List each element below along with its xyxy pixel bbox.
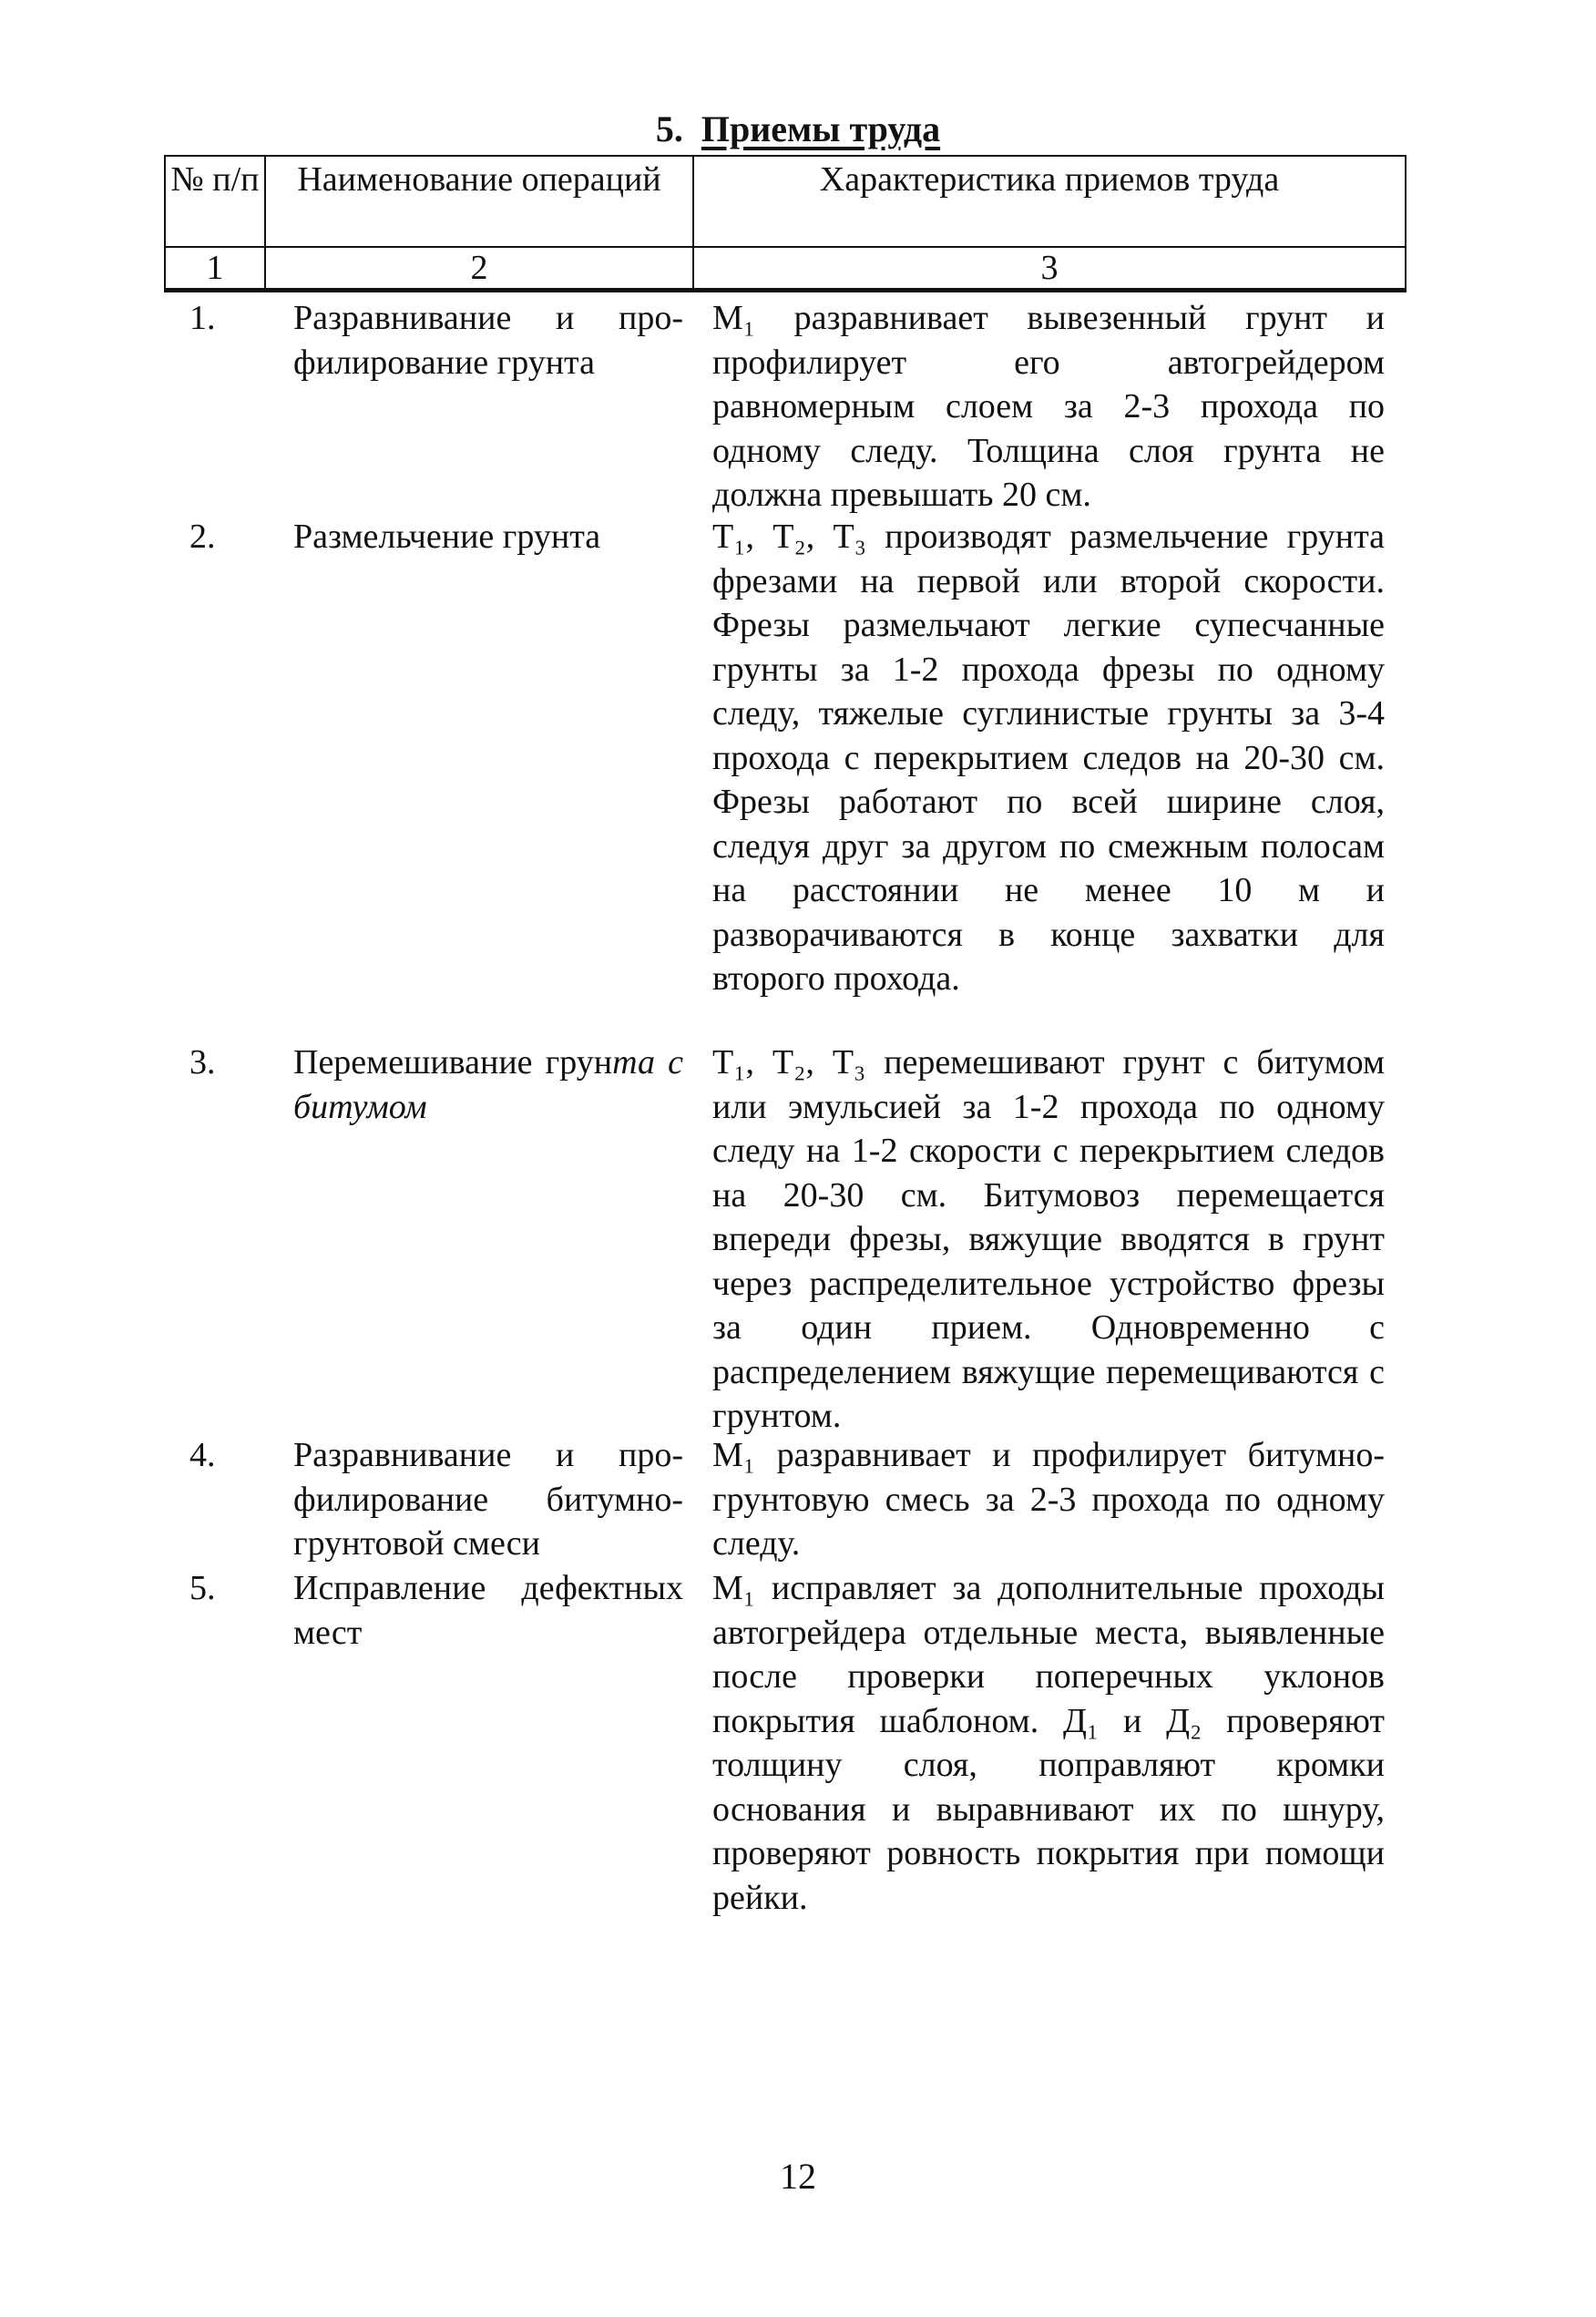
table-row [164, 1041, 1405, 1433]
header-desc: Характеристика приемов труда [693, 156, 1406, 247]
row-number: 4. [189, 1436, 216, 1474]
column-number: 3 [693, 247, 1406, 291]
operation-description: Т₁, Т₂, Т₃ производят размельчение грунта фрезами на первой или второй скорости. Фрезы размельчают легкие супесчанные грунты за 1-2 прохода фрезы по одному следу, тяжелые суглинистые грунты за 3-4 прохода с перекрытием следов на 20-30 см. Фрезы работают по всей ширине слоя, следуя друг за другом по смежным полосам на расстоянии не менее 10 м и разворачиваются в конце захватки для второго прохода. [712, 518, 1385, 998]
operation-name: Разравнивание и профилирование грунта [293, 299, 683, 382]
row-number: 3. [189, 1043, 216, 1082]
header-num: № п/п [165, 156, 265, 247]
operation-description: Т₁, Т₂, Т₃ перемешивают грунт с битумом или эмульсией за 1-2 прохода по одному следу на 1-2 скорости с перекрытием следов на 20-30 см. Битумовоз перемещается впереди фрезы, вяжущие вводятся в грунт через распределительное устройство фрезы за один прием. Одновременно с распределением вяжущие перемещиваются с грунтом. [712, 1043, 1385, 1435]
table-row [164, 1433, 1405, 1566]
row-number: 5. [189, 1569, 216, 1607]
section-title-text: Приемы труда [701, 108, 941, 149]
operation-description: М₁ исправляет за дополнительные проходы автогрейдера отдельные места, выявленные после проверки поперечных уклонов покрытия шаблоном. Д₁ и Д₂ проверяют толщину слоя, поправляют кромки основания и выравнивают их по шнуру, проверяют ровность покрытия при помощи рейки. [712, 1569, 1385, 1917]
row-number: 1. [189, 299, 216, 337]
operation-name: Разравнивание и профилирование битумно-грунтовой смеси [293, 1436, 683, 1563]
row-number: 2. [189, 518, 216, 556]
operation-description: М₁ разравнивает и профилирует битумно-грунтовую смесь за 2-3 прохода по одному следу. [712, 1436, 1385, 1563]
operation-description: М₁ разравнивает вывезенный грунт и профилирует его автогрейдером равномерным слоем за 2-3 прохода по одному следу. Толщина слоя грунта не должна превышать 20 см. [712, 299, 1385, 514]
header-name: Наименование операций [265, 156, 693, 247]
header-row [165, 156, 1406, 247]
column-number: 1 [165, 247, 265, 291]
operation-name: Исправление дефектных мест [293, 1569, 683, 1652]
column-number: 2 [265, 247, 693, 291]
section-number: 5. [655, 108, 683, 149]
page-number: 12 [780, 2156, 816, 2197]
table-row [164, 1566, 1405, 1920]
table-row [164, 515, 1405, 1041]
table-body [164, 296, 1405, 1920]
table-header [164, 155, 1407, 292]
operation-name [264, 1041, 692, 1129]
operation-name-part: Перемешивание грун [293, 1043, 613, 1082]
table-row [164, 296, 1405, 515]
column-number-row [165, 247, 1406, 291]
operation-name: Размельчение грунта [293, 518, 601, 556]
section-title [0, 108, 1596, 151]
operation-name-part-italic: та с битумом [293, 1043, 683, 1126]
